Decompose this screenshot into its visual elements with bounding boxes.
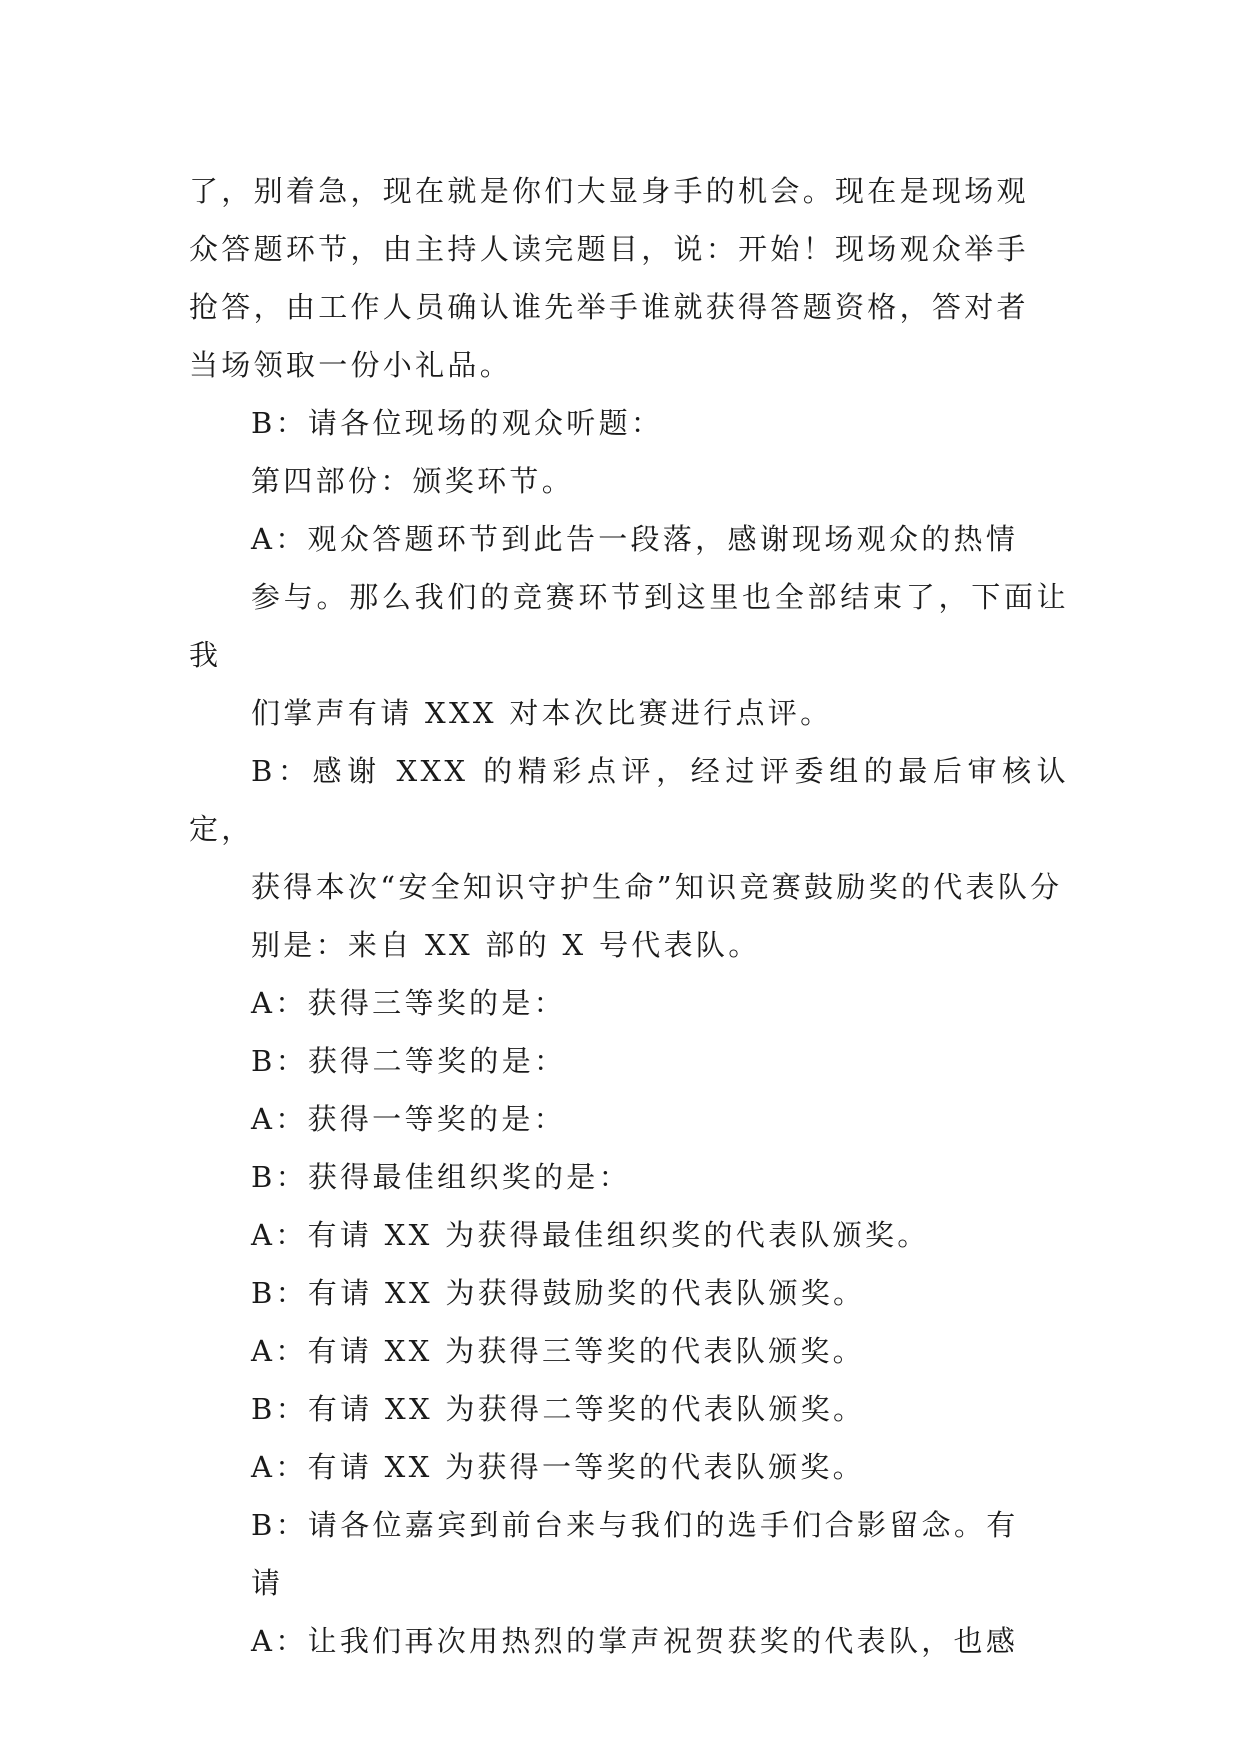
document-paragraph (189, 1612, 1069, 1670)
text-line: B：感谢 XXX 的精彩点评，经过评委组的最后审核认定， (189, 754, 1069, 846)
text-line: 请 (251, 1566, 284, 1600)
text-line: B：获得最佳组织奖的是： (251, 1160, 631, 1194)
text-line: 别是：来自 XX 部的 X 号代表队。 (251, 928, 761, 962)
document-paragraph (189, 162, 1069, 394)
text-line: A：有请 XX 为获得三等奖的代表队颁奖。 (251, 1334, 865, 1368)
document-paragraph (189, 1032, 1069, 1090)
text-line: 当场领取一份小礼品。 (189, 348, 513, 382)
text-line: 们掌声有请 XXX 对本次比赛进行点评。 (251, 696, 833, 730)
text-line: B：有请 XX 为获得鼓励奖的代表队颁奖。 (251, 1276, 866, 1310)
document-paragraph (189, 452, 1069, 510)
text-line: 抢答，由工作人员确认谁先举手谁就获得答题资格，答对者 (189, 290, 1029, 324)
text-line: 参与。那么我们的竞赛环节到这里也全部结束了，下面让我 (189, 580, 1069, 672)
text-line: 了，别着急，现在就是你们大显身手的机会。现在是现场观 (189, 174, 1029, 208)
document-paragraph (189, 1496, 1069, 1612)
text-line: A：获得三等奖的是： (251, 986, 566, 1020)
text-line: A：让我们再次用热烈的掌声祝贺获奖的代表队，也感 (251, 1624, 1019, 1658)
document-paragraph (189, 974, 1069, 1032)
text-line: B：获得二等奖的是： (251, 1044, 567, 1078)
document-paragraph (189, 1380, 1069, 1438)
text-line: A：有请 XX 为获得最佳组织奖的代表队颁奖。 (251, 1218, 930, 1252)
document-paragraph (189, 742, 1069, 974)
text-line: A：有请 XX 为获得一等奖的代表队颁奖。 (251, 1450, 865, 1484)
document-paragraph (189, 510, 1069, 742)
text-line: 第四部份：颁奖环节。 (251, 464, 575, 498)
document-body (189, 162, 1069, 1670)
document-paragraph (189, 1090, 1069, 1148)
document-paragraph (189, 1206, 1069, 1264)
text-line: 众答题环节，由主持人读完题目，说：开始！现场观众举手 (189, 232, 1029, 266)
document-paragraph (189, 394, 1069, 452)
document-paragraph (189, 1438, 1069, 1496)
document-paragraph (189, 1264, 1069, 1322)
text-line: B：有请 XX 为获得二等奖的代表队颁奖。 (251, 1392, 866, 1426)
text-line: A：获得一等奖的是： (251, 1102, 566, 1136)
text-line: B：请各位现场的观众听题： (251, 406, 664, 440)
text-line: A：观众答题环节到此告一段落，感谢现场观众的热情 (251, 522, 1019, 556)
document-paragraph (189, 1148, 1069, 1206)
text-line: B：请各位嘉宾到前台来与我们的选手们合影留念。有 (251, 1508, 1019, 1542)
document-paragraph (189, 1322, 1069, 1380)
text-line: 获得本次“安全知识守护生命”知识竞赛鼓励奖的代表队分 (251, 870, 1063, 904)
